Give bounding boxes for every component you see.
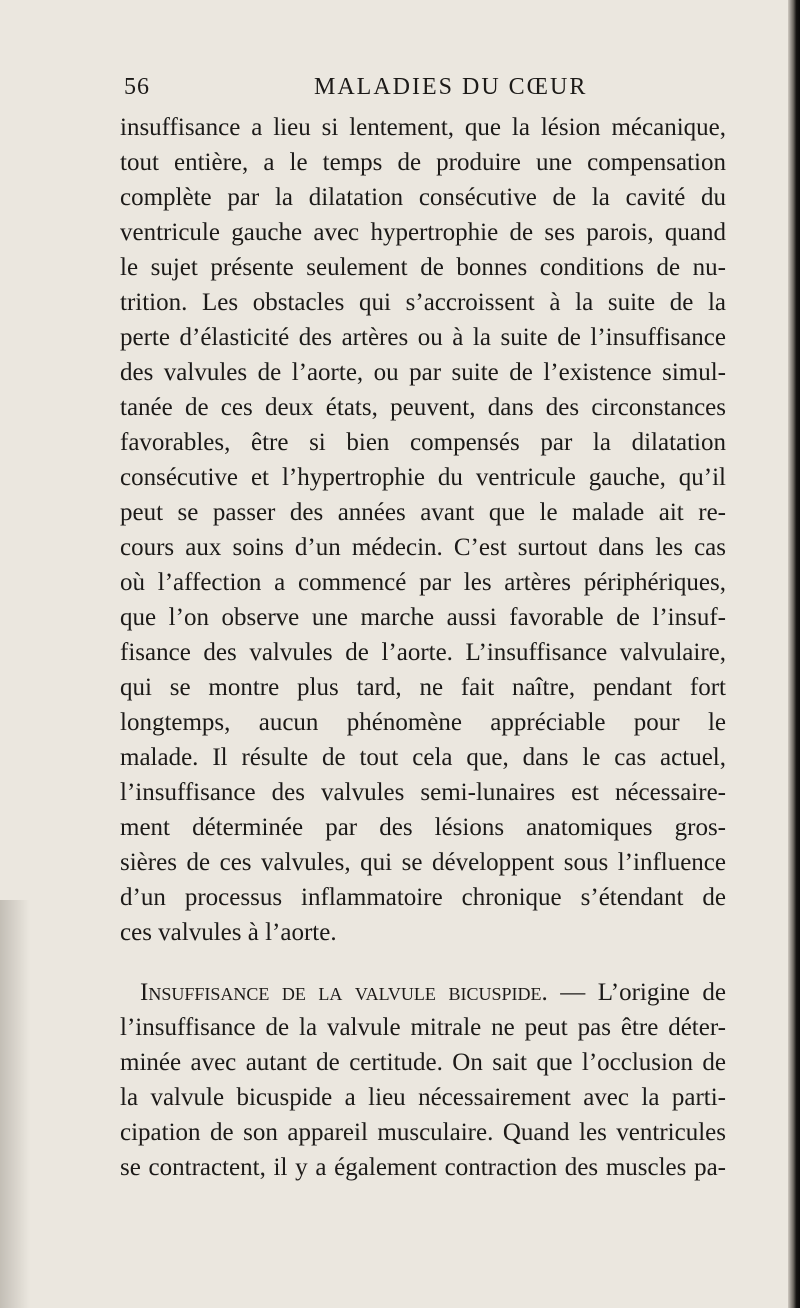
page-header [124, 74, 724, 108]
text-line: longtemps, aucun phénomène appréciable pour le [120, 709, 726, 736]
text-line: cours aux soins d’un médecin. C’est surtout dans les cas [120, 534, 726, 561]
text-line: tout entière, a le temps de produire une compensation [120, 149, 726, 176]
text-line: perte d’élasticité des artères ou à la suite de l’insuffisance [120, 324, 726, 351]
text-line: que l’on observe une marche aussi favorable de l’insuf- [120, 604, 726, 631]
text-line: se contractent, il y a également contraction des muscles pa- [120, 1154, 726, 1181]
paragraph-1 [120, 110, 726, 950]
text-line: tanée de ces deux états, peuvent, dans des circonstances [120, 394, 726, 421]
paragraph-2 [120, 975, 726, 1185]
text-line: ces valvules à l’aorte. [120, 919, 337, 946]
text-line: l’insuffisance des valvules semi-lunaires est nécessaire- [120, 779, 726, 806]
binding-shadow [0, 900, 30, 1308]
text-line: sières de ces valvules, qui se développent sous l’influence [120, 849, 726, 876]
text-line: ventricule gauche avec hypertrophie de ses parois, quand [120, 219, 726, 246]
body-text [120, 110, 726, 1185]
page-number: 56 [124, 74, 150, 100]
paragraph-gap [120, 950, 726, 975]
text-line: malade. Il résulte de tout cela que, dans le cas actuel, [120, 744, 726, 771]
text-line: qui se montre plus tard, ne fait naître, pendant fort [120, 674, 726, 701]
section-first-line-text: — L’origine de [547, 979, 726, 1006]
text-line: la valvule bicuspide a lieu nécessairement avec la parti- [120, 1084, 726, 1111]
text-line: favorables, être si bien compensés par la dilatation [120, 429, 726, 456]
text-line: où l’affection a commencé par les artères périphériques, [120, 569, 726, 596]
text-line: consécutive et l’hypertrophie du ventricule gauche, qu’il [120, 464, 726, 491]
text-line: fisance des valvules de l’aorte. L’insuffisance valvulaire, [120, 639, 726, 666]
text-line: minée avec autant de certitude. On sait que l’occlusion de [120, 1049, 726, 1076]
text-line: l’insuffisance de la valvule mitrale ne peut pas être déter- [120, 1014, 726, 1041]
section-first-line [120, 975, 726, 1010]
text-line: des valvules de l’aorte, ou par suite de l’existence simul- [120, 359, 726, 386]
running-title: MALADIES DU CŒUR [314, 74, 588, 100]
text-line: ment déterminée par des lésions anatomiques gros- [120, 814, 726, 841]
text-line: insuffisance a lieu si lentement, que la lésion mécanique, [120, 114, 726, 141]
text-line: le sujet présente seulement de bonnes conditions de nu- [120, 254, 726, 281]
text-line: cipation de son appareil musculaire. Quand les ventricules [120, 1119, 726, 1146]
page-edge [788, 0, 800, 1308]
text-line: d’un processus inflammatoire chronique s’étendant de [120, 884, 726, 911]
text-line: trition. Les obstacles qui s’accroissent à la suite de la [120, 289, 726, 316]
section-heading: Insuffisance de la valvule bicuspide. [140, 979, 548, 1006]
text-line: peut se passer des années avant que le malade ait re- [120, 499, 726, 526]
text-line: complète par la dilatation consécutive de la cavité du [120, 184, 726, 211]
